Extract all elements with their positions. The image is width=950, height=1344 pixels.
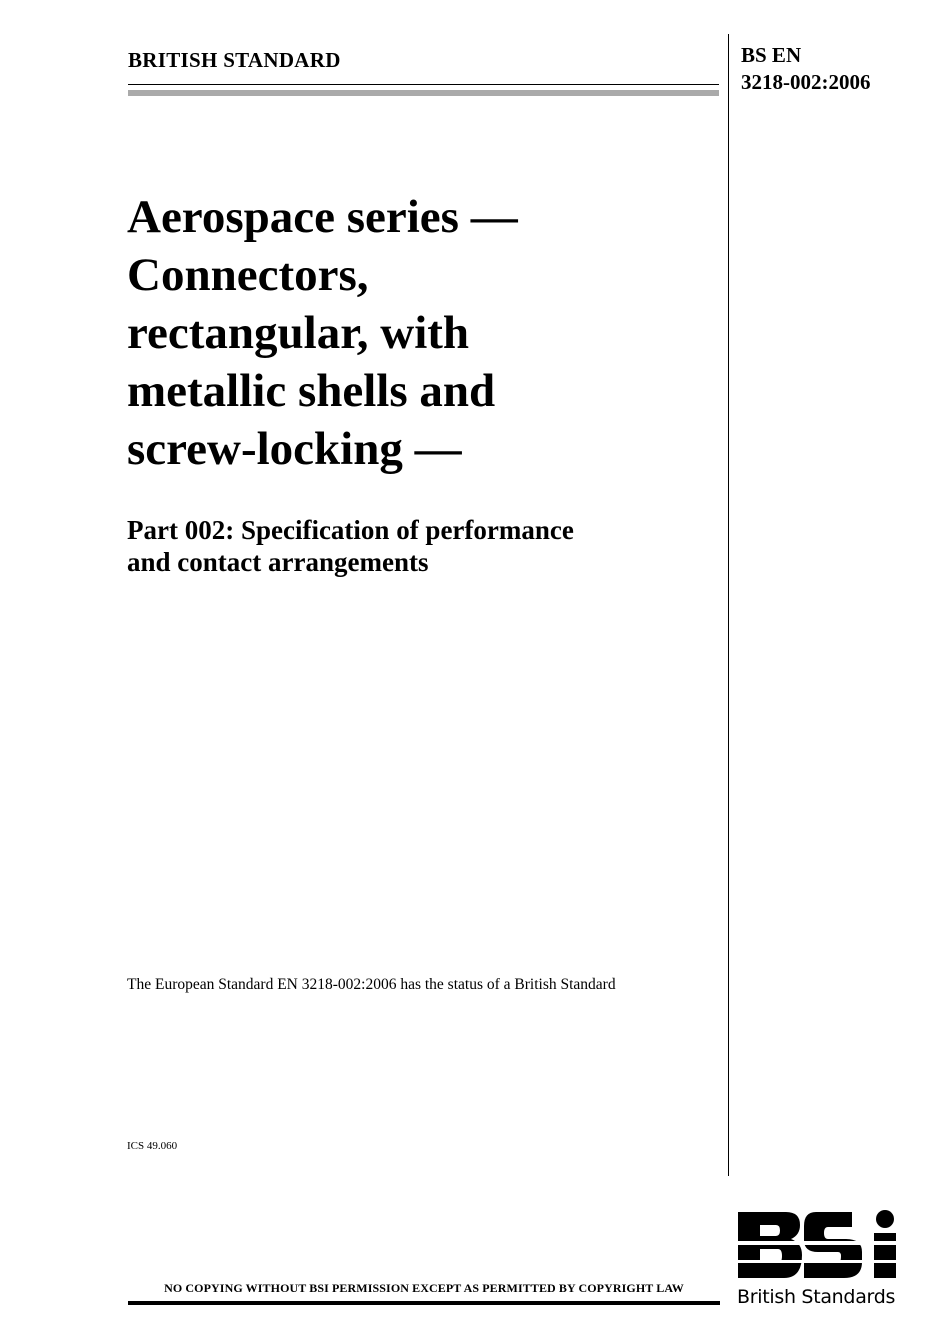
header-rule-thick — [128, 90, 719, 96]
document-subtitle — [127, 514, 722, 578]
header-rule-thin — [128, 84, 719, 85]
title-line: Aerospace series — — [127, 191, 518, 243]
title-line: Connectors, — [127, 249, 369, 301]
title-line: screw-locking — — [127, 423, 462, 475]
subtitle-line: Part 002: Specification of performance — [127, 515, 574, 545]
document-title — [127, 188, 722, 478]
document-type-label: BRITISH STANDARD — [128, 48, 341, 72]
vertical-divider — [728, 34, 729, 1176]
standard-number-prefix: BS EN — [741, 43, 802, 67]
ics-code: ICS 49.060 — [127, 1140, 178, 1152]
title-line: metallic shells and — [127, 365, 496, 417]
copyright-notice: NO COPYING WITHOUT BSI PERMISSION EXCEPT AS PERMITTED BY COPYRIGHT LAW — [164, 1281, 684, 1295]
title-line: rectangular, with — [127, 307, 470, 359]
bsi-logo-caption: British Standards — [737, 1286, 896, 1308]
footer-rule — [128, 1301, 720, 1305]
standard-number-code: 3218-002:2006 — [741, 70, 871, 94]
subtitle-line: and contact arrangements — [127, 547, 429, 577]
status-statement: The European Standard EN 3218-002:2006 has the status of a British Standard — [127, 976, 616, 993]
standard-number — [741, 42, 871, 96]
